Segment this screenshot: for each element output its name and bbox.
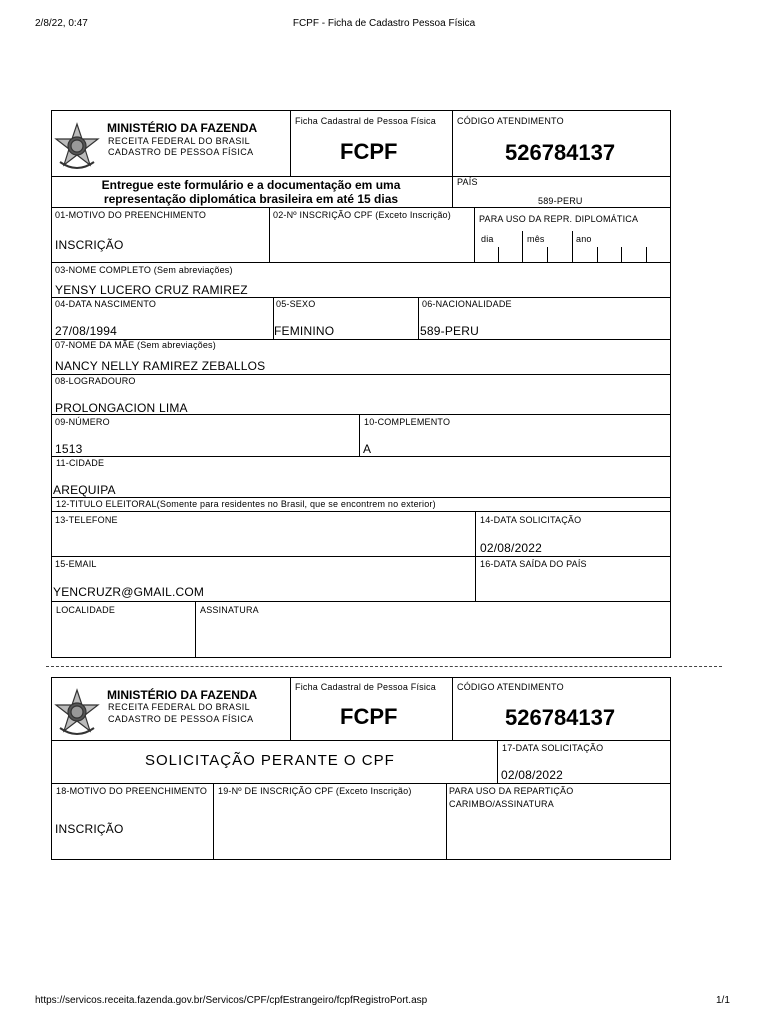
- codigo-atendimento-label: CÓDIGO ATENDIMENTO: [457, 116, 564, 126]
- brazil-coat-of-arms-icon: [52, 122, 102, 172]
- codigo-atendimento-label-2: CÓDIGO ATENDIMENTO: [457, 682, 564, 692]
- tick: [572, 231, 573, 262]
- field-01-label: 01-MOTIVO DO PREENCHIMENTO: [55, 210, 207, 220]
- field-09-label: 09-NÚMERO: [55, 417, 110, 427]
- field-04-value: 27/08/1994: [55, 324, 118, 338]
- divider: [418, 297, 419, 339]
- receita-subtitle: RECEITA FEDERAL DO BRASIL: [108, 136, 251, 146]
- divider: [452, 110, 453, 176]
- tick: [646, 247, 647, 262]
- ministry-title-2: MINISTÉRIO DA FAZENDA: [107, 688, 258, 702]
- field-11-value: AREQUIPA: [53, 483, 116, 497]
- field-09-value: 1513: [55, 442, 83, 456]
- field-15-label: 15-EMAIL: [55, 559, 97, 569]
- divider: [269, 207, 270, 262]
- repartition-label: PARA USO DA REPARTIÇÃO: [449, 786, 574, 796]
- date-year-label: ano: [576, 234, 592, 244]
- field-08-label: 08-LOGRADOURO: [55, 376, 136, 386]
- localidade-label: LOCALIDADE: [56, 605, 116, 615]
- field-11-label: 11-CIDADE: [56, 458, 105, 468]
- pais-label: PAÍS: [457, 177, 478, 187]
- divider: [497, 740, 498, 783]
- field-13-label: 13-TELEFONE: [55, 515, 118, 525]
- pais-value: 589-PERU: [538, 196, 583, 206]
- diplomatic-use-label: PARA USO DA REPR. DIPLOMÁTICA: [479, 214, 639, 224]
- form-code: FCPF: [340, 139, 398, 164]
- cadastro-subtitle: CADASTRO DE PESSOA FÍSICA: [108, 147, 254, 157]
- field-14-label: 14-DATA SOLICITAÇÃO: [480, 515, 582, 525]
- divider: [51, 207, 671, 208]
- divider: [51, 176, 671, 177]
- divider: [359, 414, 360, 456]
- field-17-label: 17-DATA SOLICITAÇÃO: [502, 743, 604, 753]
- field-15-value: YENCRUZR@GMAIL.COM: [53, 585, 205, 599]
- field-05-value: FEMININO: [274, 324, 335, 338]
- field-01-value: INSCRIÇÃO: [55, 238, 124, 252]
- field-17-value: 02/08/2022: [501, 768, 564, 782]
- field-18-value: INSCRIÇÃO: [55, 822, 124, 836]
- form-code-2: FCPF: [340, 704, 398, 729]
- field-14-value: 02/08/2022: [480, 541, 543, 555]
- tick: [621, 247, 622, 262]
- cadastro-subtitle-2: CADASTRO DE PESSOA FÍSICA: [108, 714, 254, 724]
- divider: [51, 601, 671, 602]
- date-day-label: dia: [481, 234, 494, 244]
- field-04-label: 04-DATA NASCIMENTO: [55, 299, 157, 309]
- field-19-label: 19-Nº DE INSCRIÇÃO CPF (Exceto Inscrição): [218, 786, 412, 796]
- field-06-label: 06-NACIONALIDADE: [422, 299, 512, 309]
- print-page-title: FCPF - Ficha de Cadastro Pessoa Física: [292, 18, 476, 29]
- tick: [522, 231, 523, 262]
- stamp-signature-label: CARIMBO/ASSINATURA: [449, 799, 554, 809]
- divider: [213, 783, 214, 860]
- divider: [51, 511, 671, 512]
- instruction-line-1: Entregue este formulário e a documentação em uma: [101, 178, 401, 192]
- assinatura-label: ASSINATURA: [200, 605, 259, 615]
- codigo-atendimento-value-2: 526784137: [505, 705, 616, 730]
- field-05-label: 05-SEXO: [276, 299, 316, 309]
- ficha-label-2: Ficha Cadastral de Pessoa Física: [295, 682, 436, 692]
- field-03-label: 03-NOME COMPLETO (Sem abreviações): [55, 265, 233, 275]
- ficha-label: Ficha Cadastral de Pessoa Física: [295, 116, 436, 126]
- field-10-label: 10-COMPLEMENTO: [364, 417, 451, 427]
- field-02-label: 02-Nº INSCRIÇÃO CPF (Exceto Inscrição): [273, 210, 451, 220]
- divider: [290, 677, 291, 740]
- divider: [51, 262, 671, 263]
- divider: [446, 783, 447, 860]
- field-12-label: 12-TITULO ELEITORAL(Somente para residentes no Brasil, que se encontrem no exterior): [56, 499, 436, 509]
- divider: [452, 677, 453, 740]
- divider: [51, 297, 671, 298]
- divider: [51, 414, 671, 415]
- divider: [51, 740, 671, 741]
- print-url[interactable]: https://servicos.receita.fazenda.gov.br/Servicos/CPF/cpfEstrangeiro/fcpfRegistroPort.asp: [35, 995, 428, 1006]
- brazil-coat-of-arms-icon: [52, 688, 102, 738]
- receita-subtitle-2: RECEITA FEDERAL DO BRASIL: [108, 702, 251, 712]
- divider: [51, 456, 671, 457]
- print-datetime: 2/8/22, 0:47: [35, 18, 88, 29]
- divider: [51, 497, 671, 498]
- instruction-line-2: representação diplomática brasileira em até 15 dias: [103, 192, 399, 206]
- field-07-label: 07-NOME DA MÃE (Sem abreviações): [55, 340, 216, 350]
- date-month-label: mês: [527, 234, 545, 244]
- tick: [498, 247, 499, 262]
- divider: [51, 374, 671, 375]
- tick: [547, 247, 548, 262]
- codigo-atendimento-value: 526784137: [505, 140, 616, 165]
- tick: [597, 247, 598, 262]
- divider: [195, 601, 196, 658]
- ministry-title: MINISTÉRIO DA FAZENDA: [107, 121, 258, 135]
- field-08-value: PROLONGACION LIMA: [55, 401, 188, 415]
- field-10-value: A: [363, 442, 372, 456]
- divider: [452, 176, 453, 207]
- divider: [474, 207, 475, 262]
- field-06-value: 589-PERU: [420, 324, 479, 338]
- divider: [290, 110, 291, 176]
- field-03-value: YENSY LUCERO CRUZ RAMIREZ: [55, 283, 248, 297]
- field-07-value: NANCY NELLY RAMIREZ ZEBALLOS: [55, 359, 266, 373]
- field-16-label: 16-DATA SAÍDA DO PAÍS: [480, 559, 587, 569]
- solicitacao-title: SOLICITAÇÃO PERANTE O CPF: [145, 752, 395, 769]
- print-page-number: 1/1: [716, 995, 730, 1006]
- instruction-text: [51, 178, 451, 206]
- divider: [51, 556, 671, 557]
- divider: [51, 783, 671, 784]
- cut-line: [46, 666, 722, 667]
- field-18-label: 18-MOTIVO DO PREENCHIMENTO: [56, 786, 208, 796]
